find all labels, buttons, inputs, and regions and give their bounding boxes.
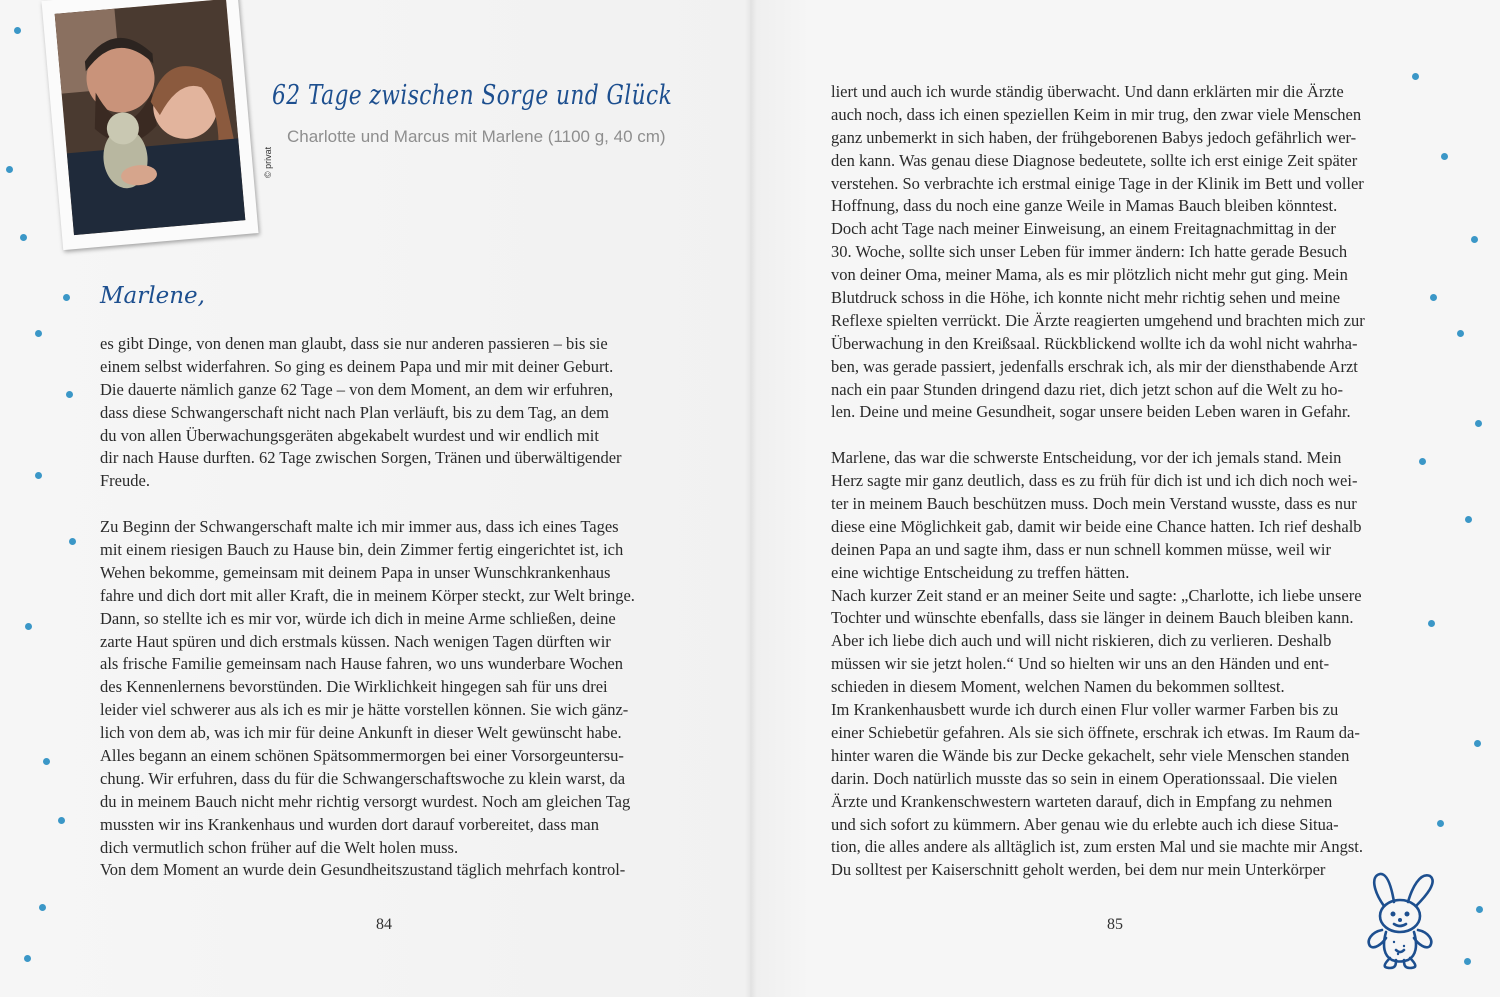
right-body-line: und sich sofort zu kümmern. Aber genau wie du erlebte auch ich diese Situa- [831,814,1339,834]
left-body-line: mussten wir ins Krankenhaus und wurden dort darauf vorbereitet, dass man [100,814,599,834]
right-body-line: Hoffnung, dass du noch eine ganze Weile in Mamas Bauch bleiben könntest. [831,196,1338,216]
decorative-dot [1428,620,1435,627]
right-body-line: nach ein paar Stunden dringend dazu riet, dich jetzt schon auf die Welt zu ho- [831,379,1343,399]
right-body-line [831,424,1406,447]
photo-illustration [55,0,246,235]
decorative-dot [1412,73,1419,80]
left-body-line: leider viel schwerer aus als ich es mir je hätte vorstellen können. Sie wich gänz- [100,700,629,720]
right-body-line: 30. Woche, sollte sich unser Leben für immer ändern: Ich hatte gerade Besuch [831,242,1348,262]
decorative-dot [43,758,50,765]
left-page-body [100,333,675,882]
decorative-dot [1471,236,1478,243]
left-body-line: Die dauerte nämlich ganze 62 Tage – von dem Moment, an dem wir erfuhren, [100,379,614,399]
decorative-dot [63,294,70,301]
left-body-line: Alles begann an einem schönen Spätsommermorgen bei einer Vorsorgeuntersu- [100,746,624,766]
decorative-dot [1464,958,1471,965]
right-body-line: Im Krankenhausbett wurde ich durch einen Flur voller warmer Farben bis zu [831,700,1339,720]
right-body-line: auch noch, dass ich einen speziellen Keim in mir trug, den zwar viele Menschen [831,104,1362,124]
right-body-line: müssen wir sie jetzt holen.“ Und so hielten wir uns an den Händen und ent- [831,654,1330,674]
right-body-line: Tochter und wünschte ebenfalls, dass sie länger in deinem Bauch bleiben kann. [831,608,1354,628]
right-body-line: schieden in diesem Moment, welchen Namen du bekommen solltest. [831,677,1285,697]
left-body-line: Wehen bekomme, gemeinsam mit deinem Papa in unser Wunschkrankenhaus [100,562,611,582]
family-photo [41,0,258,250]
right-body-line: deinen Papa an und sagte ihm, dass er nun schnell kommen müsse, weil wir [831,539,1331,559]
left-body-line: chung. Wir erfuhren, dass du für die Schwangerschaftswoche zu klein warst, da [100,768,626,788]
right-body-line: Herz sagte mir ganz deutlich, dass es zu früh für dich ist und ich dich noch wei- [831,471,1358,491]
decorative-dot [20,234,27,241]
left-body-line: du in meinem Bauch nicht mehr richtig versorgt wurdest. Noch am gleichen Tag [100,791,631,811]
right-body-line: Du solltest per Kaiserschnitt geholt werden, bei dem nur mein Unterkörper [831,860,1326,880]
right-body-line: von deiner Oma, meiner Mama, als es mir plötzlich nicht mehr gut ging. Mein [831,265,1348,285]
decorative-dot [24,955,31,962]
left-body-line [100,493,675,516]
decorative-dot [25,623,32,630]
decorative-dot [1441,153,1448,160]
left-body-line: zarte Haut spüren und dich erstmals küssen. Nach wenigen Tagen dürften wir [100,631,611,651]
left-body-line: es gibt Dinge, von denen man glaubt, dass sie nur anderen passieren – bis sie [100,334,608,353]
left-body-line: dir nach Hause durften. 62 Tage zwischen Sorgen, Tränen und überwältigender [100,448,622,468]
left-body-line: Dann, so stellte ich es mir vor, würde ich dich in meine Arme schließen, deine [100,608,616,628]
right-body-line: liert und auch ich wurde ständig überwacht. Und dann erklärten mir die Ärzte [831,82,1344,101]
left-body-line: dich vermutlich schon früher auf die Welt holen muss. [100,837,459,857]
right-body-line: darin. Doch natürlich musste das so sein in einem Operationssaal. Die vielen [831,768,1338,788]
decorative-dot [1475,420,1482,427]
decorative-dot [1457,330,1464,337]
right-body-line: Marlene, das war die schwerste Entscheidung, vor der ich jemals stand. Mein [831,448,1342,468]
left-body-line: des Kennenlernens bevorstünden. Die Wirklichkeit hingegen sah für uns drei [100,677,608,697]
decorative-dot [69,538,76,545]
decorative-dot [1474,740,1481,747]
right-body-line: len. Deine und meine Gesundheit, sogar unsere beiden Leben waren in Gefahr. [831,402,1351,422]
decorative-dot [6,166,13,173]
right-body-line: eine wichtige Entscheidung zu treffen hätten. [831,562,1130,582]
left-body-line: Freude. [100,471,150,491]
right-body-line: den kann. Was genau diese Diagnose bedeutete, sollte ich erst einige Zeit später [831,150,1358,170]
left-body-line: lich von dem ab, was ich mir für deine Ankunft in dieser Welt gewünscht habe. [100,723,622,743]
photo-credit: © privat [263,146,273,178]
family-photo-image [55,0,246,235]
page-number-right: 85 [1107,916,1123,933]
right-body-line: Aber ich liebe dich auch und will nicht riskieren, dich zu verlieren. Deshalb [831,631,1332,651]
right-body-line: ganz unbemerkt in sich haben, der frühgeborenen Babys jedoch gefährlich wer- [831,127,1357,147]
page-number-left: 84 [376,916,392,933]
left-body-line: dass diese Schwangerschaft nicht nach Plan verläuft, bis zu dem Tag, an dem [100,402,609,422]
decorative-dot [39,904,46,911]
left-body-line: du von allen Überwachungsgeräten abgekabelt wurdest und wir endlich mit [100,425,599,445]
right-body-line: Überwachung in den Kreißsaal. Rückblickend wollte ich da wohl nicht wahrha- [831,333,1358,353]
right-body-line: Ärzte und Krankenschwestern warteten darauf, dich in Empfang zu nehmen [831,791,1333,811]
decorative-dot [1465,516,1472,523]
right-body-line: einer Schiebetür gefahren. Als sie sich öffnete, erschrak ich etwas. Im Raum da- [831,722,1360,742]
right-body-line: tion, die alles andere als alltäglich ist, zum ersten Mal und sie machte mir Angst. [831,837,1363,857]
left-body-line: Von dem Moment an wurde dein Gesundheitszustand täglich mehrfach kontrol- [100,860,626,880]
decorative-dot [1430,294,1437,301]
right-body-line: Nach kurzer Zeit stand er an meiner Seite und sagte: „Charlotte, ich liebe unsere [831,585,1362,605]
right-body-line: verstehen. So verbrachte ich erstmal einige Tage in der Klinik im Bett und voller [831,173,1364,193]
right-body-line: Doch acht Tage nach meiner Einweisung, an einem Freitagnachmittag in der [831,219,1336,239]
left-body-line: als frische Familie gemeinsam nach Hause fahren, wo uns wunderbare Wochen [100,654,623,674]
decorative-dot [35,472,42,479]
right-body-line: Blutdruck schoss in die Höhe, ich konnte nicht mehr richtig sehen und meine [831,288,1341,308]
bunny-icon [1360,870,1440,970]
left-body-line: mit einem riesigen Bauch zu Hause bin, dein Zimmer fertig eingerichtet ist, ich [100,540,624,560]
right-body-line: hinter waren die Wände bis zur Decke gekachelt, sehr viele Menschen standen [831,745,1350,765]
right-body-line: diese eine Möglichkeit gab, damit wir beide eine Chance hatten. Ich rief deshalb [831,516,1362,536]
right-body-line: ben, was gerade passiert, jedenfalls erschrak ich, als mir der diensthabende Arzt [831,356,1358,376]
right-body-line: ter in meinem Bauch beschützen muss. Doch mein Verstand wusste, dass es nur [831,494,1357,514]
decorative-dot [35,330,42,337]
decorative-dot [1419,458,1426,465]
right-body-line: Reflexe spielten verrückt. Die Ärzte reagierten umgehend und brachten mich zur [831,310,1365,330]
decorative-dot [14,27,21,34]
decorative-dot [1476,906,1483,913]
left-body-line: Zu Beginn der Schwangerschaft malte ich mir immer aus, dass ich eines Tages [100,517,619,537]
letter-salutation: Marlene, [100,283,205,309]
left-body-line: einem selbst widerfahren. So ging es deinem Papa und mir mit deiner Geburt. [100,356,614,376]
decorative-dot [1437,820,1444,827]
book-gutter [745,0,757,997]
decorative-dot [58,817,65,824]
decorative-dot [66,391,73,398]
left-body-line: fahre und dich dort mit aller Kraft, die in meinem Körper steckt, zur Welt bringe. [100,585,635,605]
page-subtitle: Charlotte und Marcus mit Marlene (1100 g, 40 cm) [287,127,666,146]
page-title: 62 Tage zwischen Sorge und Glück [272,80,673,111]
right-page-body [831,81,1406,882]
